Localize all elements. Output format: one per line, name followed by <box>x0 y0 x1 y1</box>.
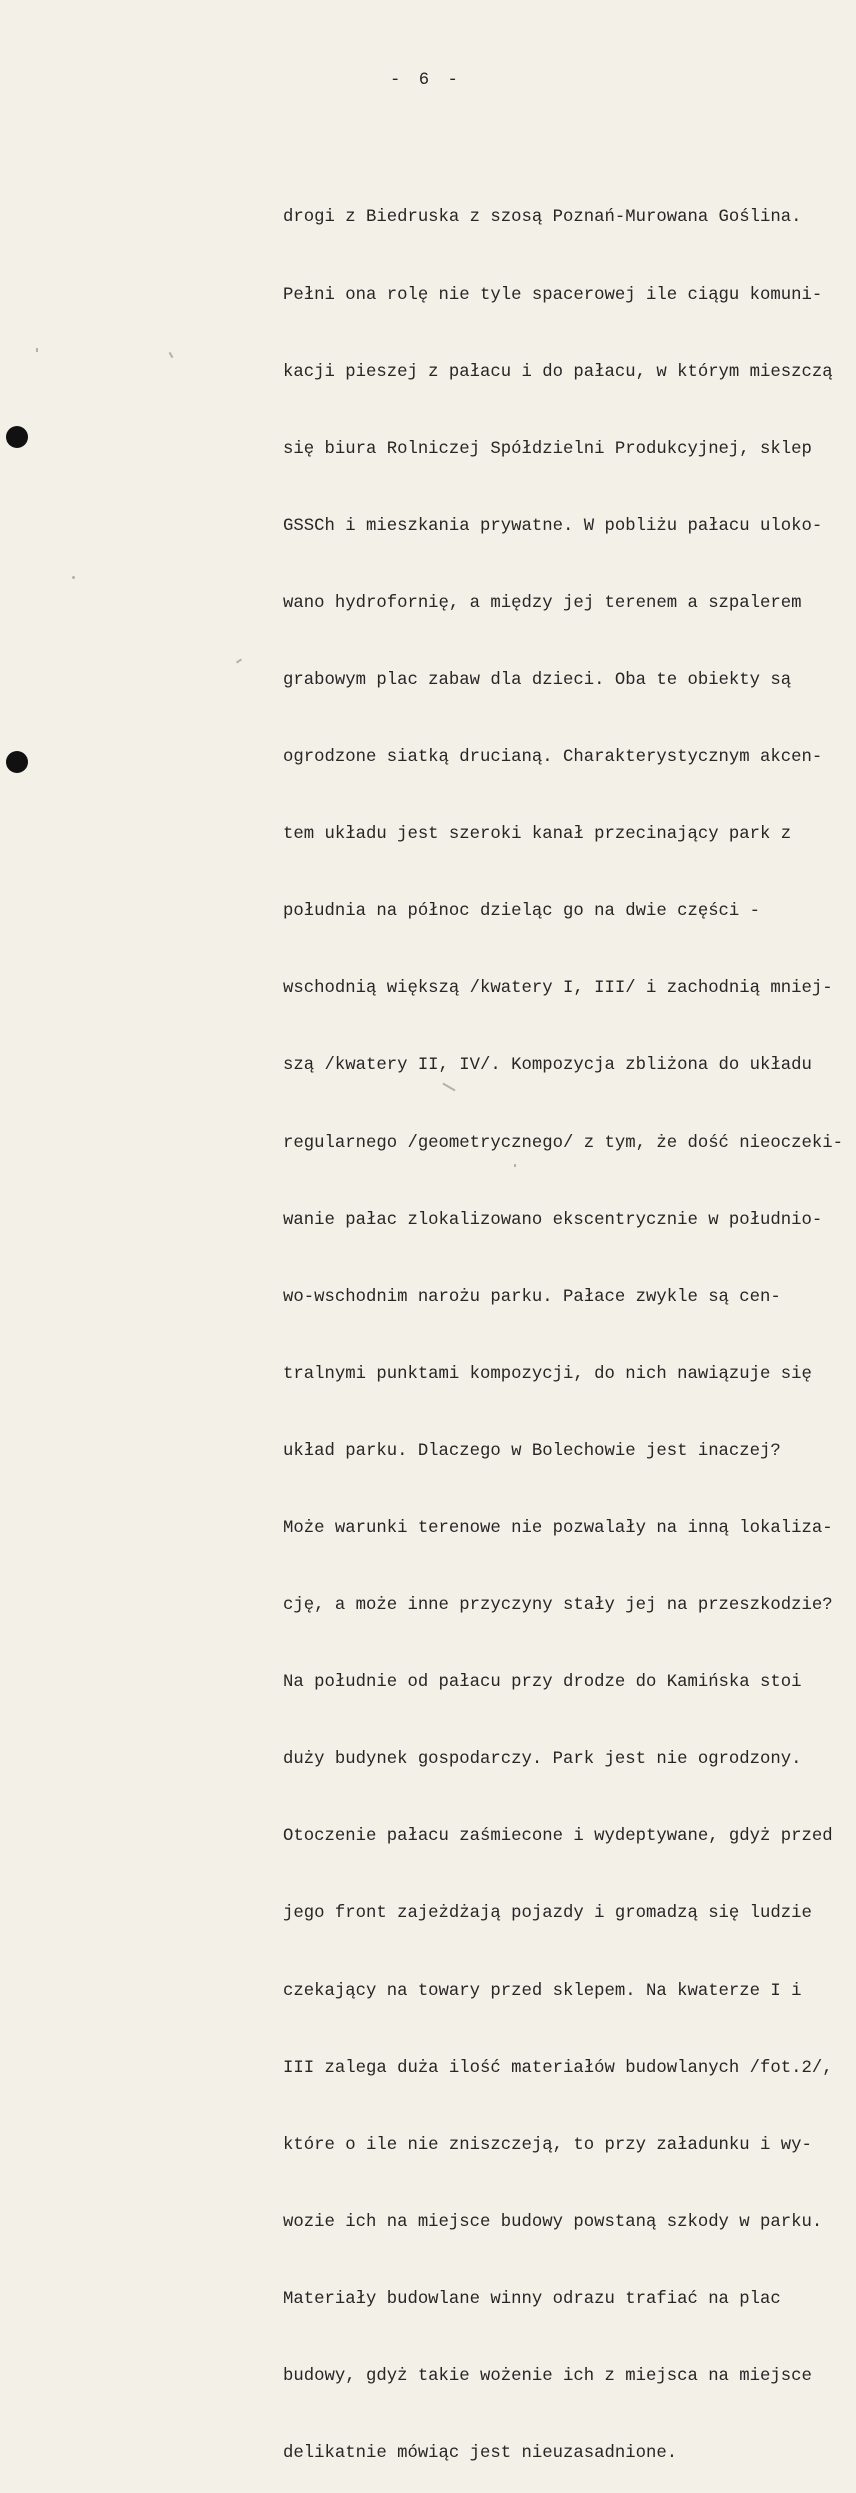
punch-hole-bottom <box>6 751 28 773</box>
text-line: wschodnią większą /kwatery I, III/ i zachodnią mniej- <box>283 979 833 999</box>
punch-hole-top <box>6 426 28 448</box>
text-line: kacji pieszej z pałacu i do pałacu, w którym mieszczą <box>283 362 833 382</box>
text-line: czekający na towary przed sklepem. Na kwaterze I i <box>283 1981 802 2001</box>
text-line: szą /kwatery II, IV/. Kompozycja zbliżona do układu <box>283 1056 812 1076</box>
text-line: Może warunki terenowe nie pozwalały na inną lokaliza- <box>283 1519 833 1538</box>
text-line: Otoczenie pałacu zaśmiecone i wydeptywane, gdyż przed <box>283 1827 833 1847</box>
text-line: ogrodzone siatką drucianą. Charakterystycznym akcen- <box>283 748 823 768</box>
text-line: duży budynek gospodarczy. Park jest nie ogrodzony. <box>283 1750 802 1770</box>
text-line: się biura Rolniczej Spółdzielni Produkcyjnej, sklep <box>283 439 812 459</box>
text-line: GSSCh i mieszkania prywatne. W pobliżu pałacu uloko- <box>283 516 823 536</box>
paper-speck <box>36 348 38 352</box>
text-line: regularnego /geometrycznego/ z tym, że dość nieoczeki- <box>283 1133 844 1153</box>
paper-speck <box>236 658 242 663</box>
text-line: budowy, gdyż takie wożenie ich z miejsca na miejsce <box>283 2367 812 2387</box>
text-line: tem układu jest szeroki kanał przecinający park z <box>283 825 792 845</box>
text-line: wozie ich na miejsce budowy powstaną szkody w parku. <box>283 2212 823 2232</box>
text-line: grabowym plac zabaw dla dzieci. Oba te obiekty są <box>283 670 792 690</box>
text-line: Materiały budowlane winny odrazu trafiać na plac <box>283 2289 781 2309</box>
text-line: które o ile nie zniszczeją, to przy załadunku i wy- <box>283 2135 812 2155</box>
text-line: cję, a może inne przyczyny stały jej na przeszkodzie? <box>283 1596 833 1616</box>
text-line: Na południe od pałacu przy drodze do Kamińska stoi <box>283 1673 802 1693</box>
paper-speck <box>72 576 75 579</box>
text-line: układ parku. Dlaczego w Bolechowie jest inaczej? <box>283 1441 781 1461</box>
page-number: - 6 - <box>390 71 462 90</box>
text-line: drogi z Biedruska z szosą Poznań-Murowana Goślina. <box>283 208 802 228</box>
text-line: wanie pałac zlokalizowano ekscentrycznie w południo- <box>283 1210 823 1230</box>
document-body <box>283 154 843 2493</box>
paper-speck <box>169 352 174 358</box>
text-line: jego front zajeżdżają pojazdy i gromadzą się ludzie <box>283 1904 812 1924</box>
text-line: wano hydrofornię, a między jej terenem a szpalerem <box>283 593 802 613</box>
text-line: południa na północ dzieląc go na dwie części - <box>283 902 761 922</box>
text-line: III zalega duża ilość materiałów budowlanych /fot.2/, <box>283 2058 833 2078</box>
text-line: Pełni ona rolę nie tyle spacerowej ile ciągu komuni- <box>283 285 823 305</box>
text-line: wo-wschodnim narożu parku. Pałace zwykle są cen- <box>283 1287 781 1307</box>
text-line: delikatnie mówiąc jest nieuzasadnione. <box>283 2444 678 2464</box>
text-line: tralnymi punktami kompozycji, do nich nawiązuje się <box>283 1364 812 1384</box>
